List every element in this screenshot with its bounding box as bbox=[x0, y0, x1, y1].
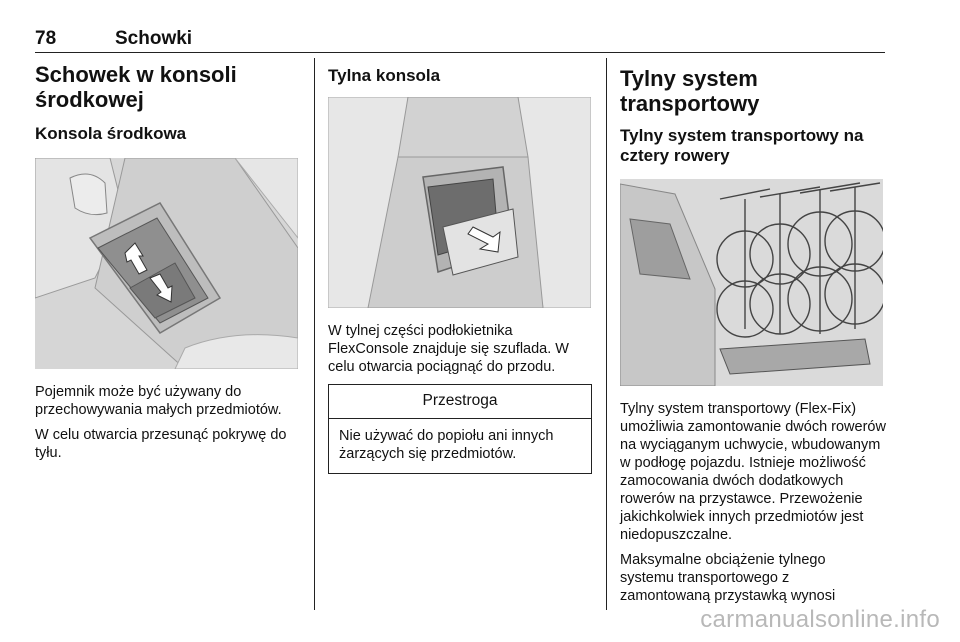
rear-console-drawing bbox=[328, 97, 591, 308]
bike-carrier-illustration bbox=[620, 179, 883, 386]
section-heading: Tylny system transportowy bbox=[620, 66, 760, 116]
column-divider-1 bbox=[314, 58, 315, 610]
paragraph-1: Pojemnik może być używany do przechowywania małych przedmiotów. bbox=[35, 384, 282, 418]
page-number: 78 bbox=[35, 28, 57, 49]
bike-carrier-drawing bbox=[620, 179, 883, 386]
center-console-drawing bbox=[35, 158, 298, 369]
column-2 bbox=[328, 62, 592, 474]
column-1 bbox=[35, 62, 300, 462]
paragraph-1: W tylnej części podłokietnika FlexConsole znajduje się szuflada. W celu otwarcia pociągnąć do przodu. bbox=[328, 323, 569, 375]
paragraph-1: Tylny system transportowy (Flex-Fix) umożliwia zamontowanie dwóch rowerów na wyciąganym uchwycie, wbudowanym w podłogę pojazdu. Istnieje możliwość zamocowania dwóch dodatkowych rowerów na przystawce. Przewożenie jakichkolwiek innych przedmiotów jest niedopuszczalne. bbox=[620, 401, 886, 543]
page-header bbox=[35, 28, 885, 53]
column-3 bbox=[620, 62, 888, 605]
caution-title: Przestroga bbox=[329, 385, 591, 419]
center-console-illustration bbox=[35, 158, 298, 369]
column-divider-2 bbox=[606, 58, 607, 610]
section-title: Schowki bbox=[115, 28, 193, 49]
caution-text: Nie używać do popiołu ani innych żarzących się przedmiotów. bbox=[339, 428, 554, 462]
watermark: carmanualsonline.info bbox=[700, 606, 940, 633]
caution-box bbox=[328, 384, 592, 474]
rear-console-illustration bbox=[328, 97, 591, 308]
paragraph-2: W celu otwarcia przesunąć pokrywę do tyłu. bbox=[35, 427, 287, 461]
subsection-heading: Konsola środkowa bbox=[35, 124, 187, 143]
subsection-heading: Tylny system transportowy na cztery rowery bbox=[620, 126, 864, 165]
section-heading: Schowek w konsoli środkowej bbox=[35, 62, 237, 112]
paragraph-2: Maksymalne obciążenie tylnego systemu transportowego z zamontowaną przystawką wynosi bbox=[620, 552, 836, 604]
section-heading: Tylna konsola bbox=[328, 66, 441, 85]
